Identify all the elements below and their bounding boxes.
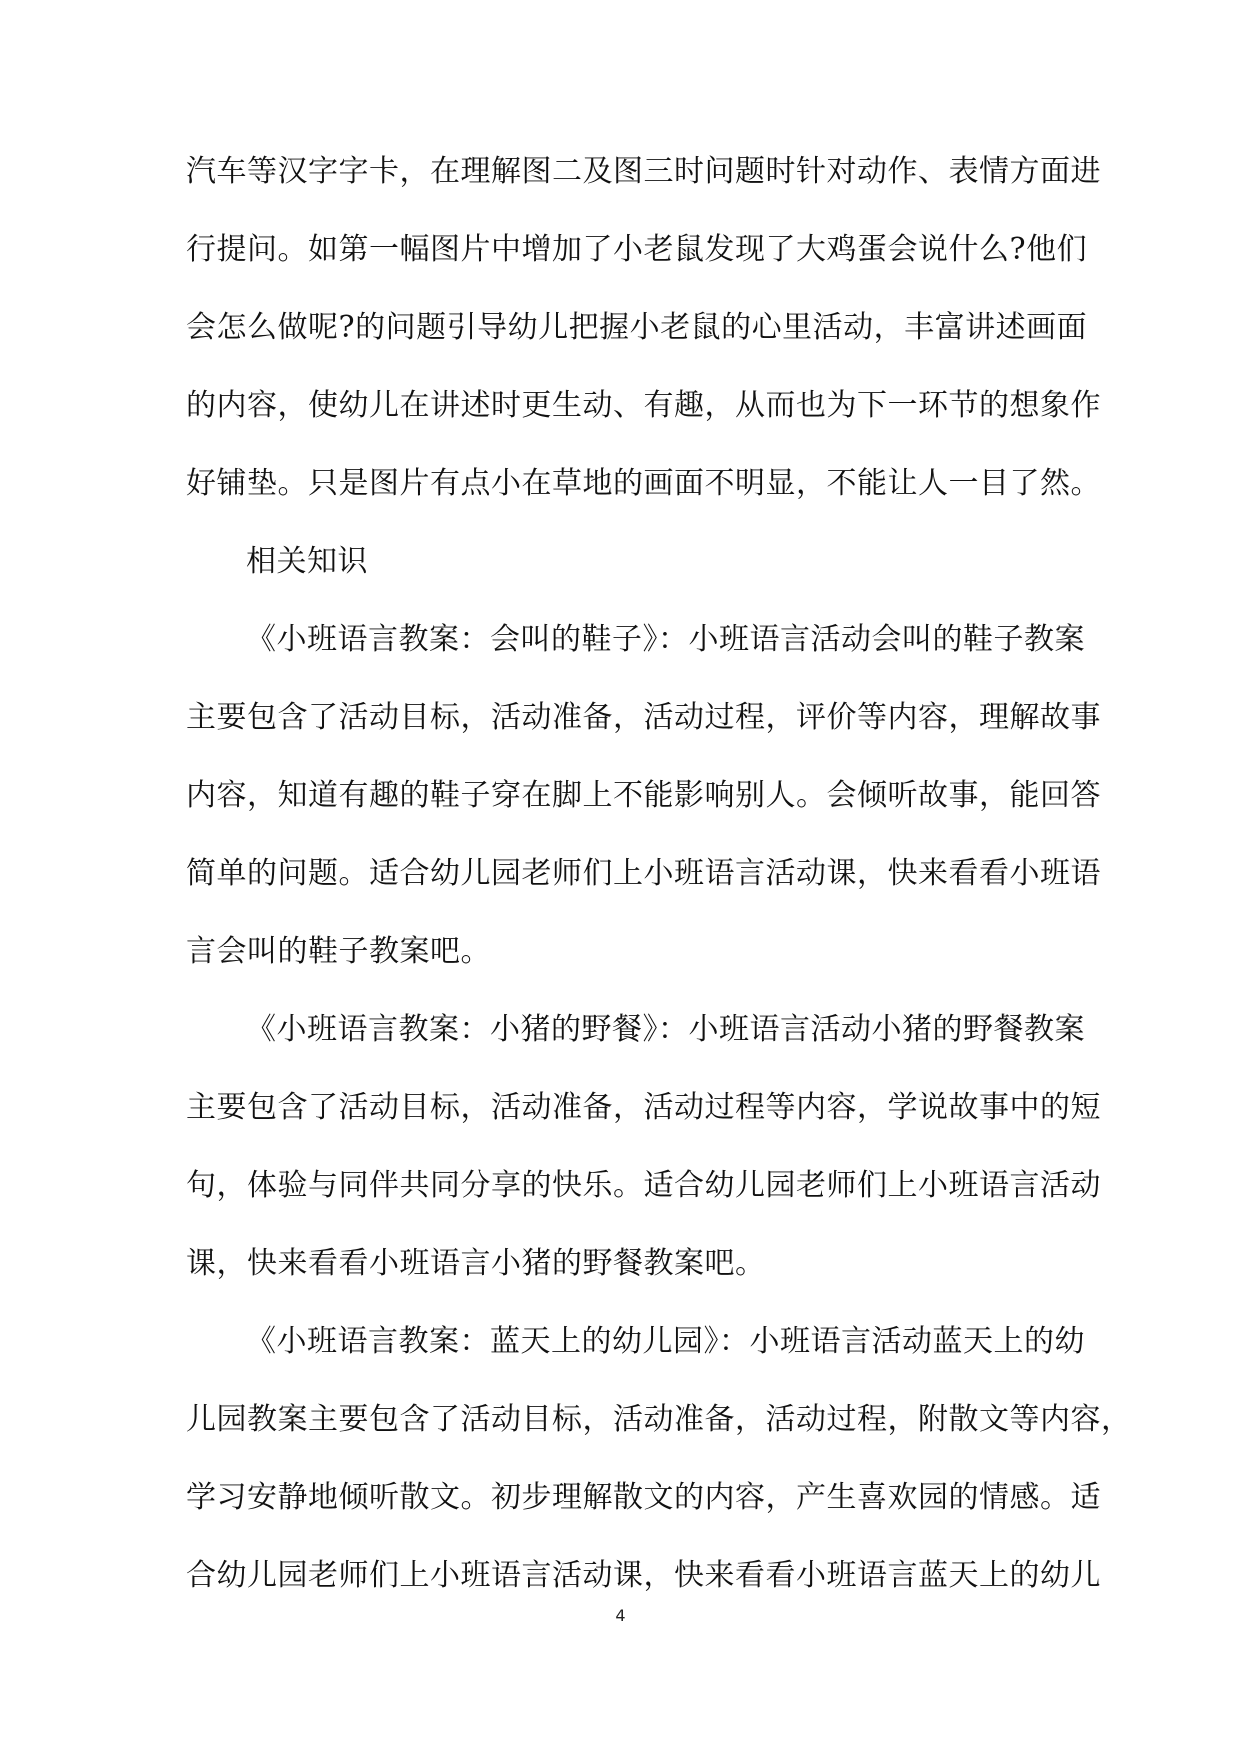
text-line: 课，快来看看小班语言小猪的野餐教案吧。 [186, 1246, 766, 1281]
page-number: 4 [615, 1606, 626, 1625]
text-line: 内容，知道有趣的鞋子穿在脚上不能影响别人。会倾听故事，能回答 [186, 778, 1101, 813]
text-line: 《小班语言教案：会叫的鞋子》：小班语言活动会叫的鞋子教案 [246, 622, 1085, 657]
text-line: 行提问。如第一幅图片中增加了小老鼠发现了大鸡蛋会说什么?他们 [186, 232, 1088, 267]
section-heading: 相关知识 [246, 544, 368, 579]
text-line: 《小班语言教案：蓝天上的幼儿园》：小班语言活动蓝天上的幼 [246, 1324, 1085, 1359]
text-line: 简单的问题。适合幼儿园老师们上小班语言活动课，快来看看小班语 [186, 856, 1101, 891]
text-line: 主要包含了活动目标，活动准备，活动过程，评价等内容，理解故事 [186, 700, 1101, 735]
page-body [186, 140, 1132, 1622]
text-line: 《小班语言教案：小猪的野餐》：小班语言活动小猪的野餐教案 [246, 1012, 1085, 1047]
text-line: 汽车等汉字字卡，在理解图二及图三时问题时针对动作、表情方面进 [186, 154, 1101, 189]
text-line: 会怎么做呢?的问题引导幼儿把握小老鼠的心里活动，丰富讲述画面 [186, 310, 1088, 345]
text-line: 言会叫的鞋子教案吧。 [186, 934, 491, 969]
text-line: 合幼儿园老师们上小班语言活动课，快来看看小班语言蓝天上的幼儿 [186, 1558, 1101, 1593]
text-line: 的内容，使幼儿在讲述时更生动、有趣，从而也为下一环节的想象作 [186, 388, 1101, 423]
text-line: 学习安静地倾听散文。初步理解散文的内容，产生喜欢园的情感。适 [186, 1480, 1101, 1515]
text-line: 主要包含了活动目标，活动准备，活动过程等内容，学说故事中的短 [186, 1090, 1101, 1125]
text-line: 儿园教案主要包含了活动目标，活动准备，活动过程，附散文等内容， [186, 1402, 1132, 1437]
text-line: 好铺垫。只是图片有点小在草地的画面不明显，不能让人一目了然。 [186, 466, 1101, 501]
text-line: 句，体验与同伴共同分享的快乐。适合幼儿园老师们上小班语言活动 [186, 1168, 1101, 1203]
